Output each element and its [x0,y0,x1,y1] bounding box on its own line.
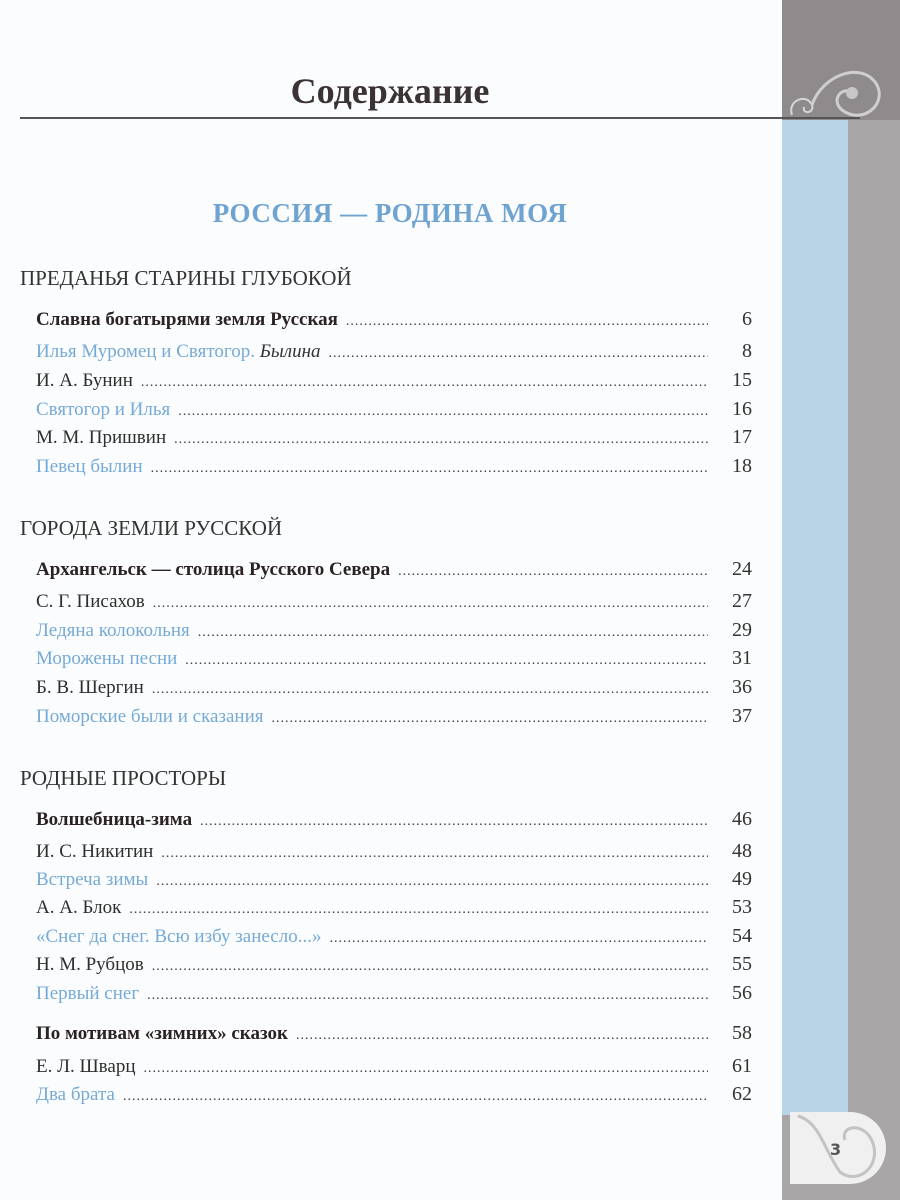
genre-label: Былина [259,341,321,362]
toc-entry-label: А. А. Блок [36,897,122,918]
toc-entry-label: Встреча зимы [36,869,149,890]
toc-entry[interactable] [36,705,752,728]
toc-entry-label: «Снег да снег. Всю избу занесло...» [36,926,322,947]
toc-entry-label: Первый снег [36,983,140,1004]
leader-dots [152,682,708,698]
toc-entry[interactable] [36,1083,752,1106]
toc-entry-label: Поморские были и сказания [36,706,264,727]
toc-entry-page: 46 [732,808,752,830]
leader-dots [153,596,708,612]
toc-entry-page: 8 [742,340,752,362]
leader-dots [296,1028,708,1044]
toc-entry-page: 61 [732,1055,752,1077]
section-title: РОДНЫЕ ПРОСТОРЫ [20,766,227,790]
toc-entry[interactable] [36,676,752,699]
leader-dots [129,902,708,918]
side-decor-gray-strip [848,120,900,1200]
toc-entry-label: Славна богатырями земля Русская [36,309,338,330]
toc-entry[interactable] [36,619,752,642]
toc-entry[interactable] [36,896,752,919]
toc-entry-label: Морожены песни [36,648,178,669]
leader-dots [151,461,708,477]
toc-entry-label: И. А. Бунин [36,370,133,391]
leader-dots [271,711,708,727]
title-rule [20,117,860,119]
leader-dots [174,432,708,448]
swirl-ornament-icon [782,55,900,125]
toc-entry-label: Волшебница-зима [36,809,193,830]
toc-entry-label: Ледяна колокольня [36,620,190,641]
toc-entry[interactable] [36,925,752,948]
toc-entry-page: 18 [732,455,752,477]
toc-entry-label: По мотивам «зимних» сказок [36,1023,288,1044]
toc-entry[interactable] [36,340,752,363]
leader-dots [141,375,708,391]
toc-entry-page: 36 [732,676,752,698]
toc-entry[interactable] [36,1022,752,1045]
toc-entry-page: 55 [732,953,752,975]
toc-entry-page: 48 [732,840,752,862]
toc-entry-page: 17 [732,426,752,448]
page-title: Содержание [290,71,490,111]
toc-entry-page: 29 [732,619,752,641]
toc-entry[interactable] [36,1055,752,1078]
toc-entry[interactable] [36,647,752,670]
side-decor-blue-strip [782,120,848,1200]
toc-entry-label: Н. М. Рубцов [36,954,144,975]
toc-entry[interactable] [36,868,752,891]
toc-entry-page: 24 [732,558,752,580]
toc-entry[interactable] [36,369,752,392]
leader-dots [198,625,708,641]
leader-dots [329,346,708,362]
toc-entry-label: М. М. Пришвин [36,427,167,448]
toc-entry-label: С. Г. Писахов [36,591,145,612]
part-title: РОССИЯ — РОДИНА МОЯ [212,198,568,228]
toc-entry-page: 53 [732,896,752,918]
leader-dots [185,653,708,669]
toc-entry-label: Архангельск — столица Русского Севера [36,559,391,580]
toc-entry[interactable] [36,808,752,831]
toc-entry-page: 16 [732,398,752,420]
toc-entry-page: 37 [732,705,752,727]
toc-entry[interactable] [36,982,752,1005]
leader-dots [398,564,708,580]
toc-entry[interactable] [36,308,752,331]
leader-dots [156,874,708,890]
leader-dots [147,988,708,1004]
toc-entry[interactable] [36,426,752,449]
section-title: ГОРОДА ЗЕМЛИ РУССКОЙ [20,516,283,540]
toc-entry[interactable] [36,840,752,863]
toc-entry-label: Б. В. Шергин [36,677,144,698]
toc-entry[interactable] [36,953,752,976]
toc-entry-page: 31 [732,647,752,669]
leader-dots [143,1061,708,1077]
toc-entry[interactable] [36,455,752,478]
toc-entry-page: 15 [732,369,752,391]
toc-entry-label: Святогор и Илья [36,399,171,420]
leader-dots [346,314,708,330]
toc-entry[interactable] [36,558,752,581]
toc-entry-page: 62 [732,1083,752,1105]
toc-entry-page: 56 [732,982,752,1004]
toc-entry-label: Два брата [36,1084,115,1105]
toc-entry-page: 58 [732,1022,752,1044]
section-title: ПРЕДАНЬЯ СТАРИНЫ ГЛУБОКОЙ [20,266,352,290]
toc-entry-label: И. С. Никитин [36,841,154,862]
leader-dots [200,814,708,830]
toc-entry-label: Е. Л. Шварц [36,1056,136,1077]
toc-entry[interactable] [36,590,752,613]
leader-dots [178,404,708,420]
toc-entry-label: Певец былин [36,456,143,477]
leader-dots [329,931,708,947]
toc-entry-page: 54 [732,925,752,947]
leader-dots [152,959,708,975]
toc-entry-label: Илья Муромец и Святогор. Былина [36,341,321,362]
toc-entry-page: 6 [742,308,752,330]
leader-dots [123,1089,708,1105]
leader-dots [161,846,708,862]
toc-entry-page: 49 [732,868,752,890]
page-number: 3 [830,1140,842,1159]
toc-entry[interactable] [36,398,752,421]
toc-entry-page: 27 [732,590,752,612]
